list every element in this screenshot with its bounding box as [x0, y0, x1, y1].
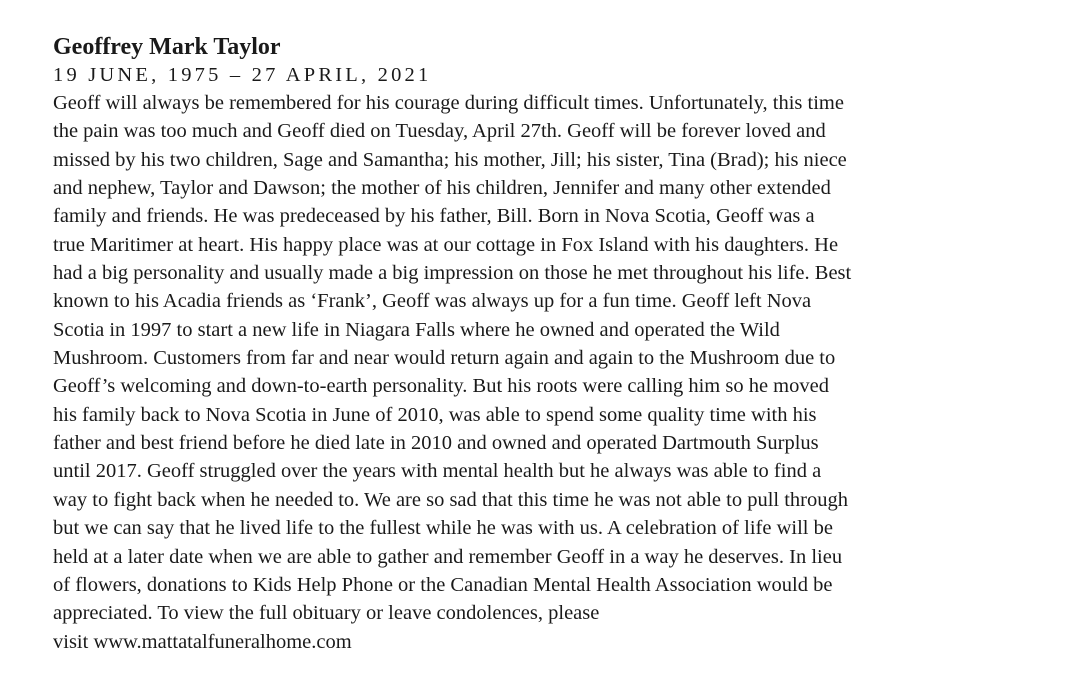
obituary-line: but we can say that he lived life to the fullest while he was with us. A celebration of life will be [53, 517, 833, 540]
obituary-line: father and best friend before he died late in 2010 and owned and operated Dartmouth Surplus [53, 432, 819, 455]
obituary-line: Scotia in 1997 to start a new life in Niagara Falls where he owned and operated the Wild [53, 318, 780, 341]
obituary-line: known to his Acadia friends as ‘Frank’, Geoff was always up for a fun time. Geoff left Nova [53, 290, 812, 313]
obituary-line: of flowers, donations to Kids Help Phone or the Canadian Mental Health Association would be [53, 573, 833, 596]
obituary-line: his family back to Nova Scotia in June of 2010, was able to spend some quality time with his [53, 403, 817, 426]
obituary-line: missed by his two children, Sage and Samantha; his mother, Jill; his sister, Tina (Brad); his niece [53, 148, 847, 171]
obituary-line: true Maritimer at heart. His happy place was at our cottage in Fox Island with his daughters. He [53, 233, 839, 256]
obituary-line: Geoff’s welcoming and down-to-earth personality. But his roots were calling him so he moved [53, 375, 829, 398]
obituary-line: family and friends. He was predeceased by his father, Bill. Born in Nova Scotia, Geoff was a [53, 205, 815, 228]
obituary-text [53, 89, 1043, 656]
obituary-line: Geoff will always be remembered for his courage during difficult times. Unfortunately, this time [53, 92, 844, 114]
obituary-line: had a big personality and usually made a big impression on those he met throughout his life. Best [53, 262, 852, 285]
obituary-line: the pain was too much and Geoff died on Tuesday, April 27th. Geoff will be forever loved and [53, 120, 826, 143]
obituary-line-website: visit www.mattatalfuneralhome.com [53, 630, 352, 653]
obituary-line: held at a later date when we are able to gather and remember Geoff in a way he deserves. In lieu [53, 545, 843, 568]
deceased-name: Geoffrey Mark Taylor [53, 34, 281, 60]
obituary-line: appreciated. To view the full obituary or leave condolences, please [53, 602, 600, 625]
obituary-notice [53, 32, 1043, 656]
obituary-line: and nephew, Taylor and Dawson; the mother of his children, Jennifer and many other extended [53, 177, 831, 200]
obituary-line: Mushroom. Customers from far and near would return again and again to the Mushroom due to [53, 347, 836, 370]
life-dates: 19 JUNE, 1975 – 27 APRIL, 2021 [53, 64, 432, 86]
obituary-line: until 2017. Geoff struggled over the years with mental health but he always was able to find a [53, 460, 822, 483]
obituary-line: way to fight back when he needed to. We are so sad that this time he was not able to pull through [53, 488, 848, 511]
